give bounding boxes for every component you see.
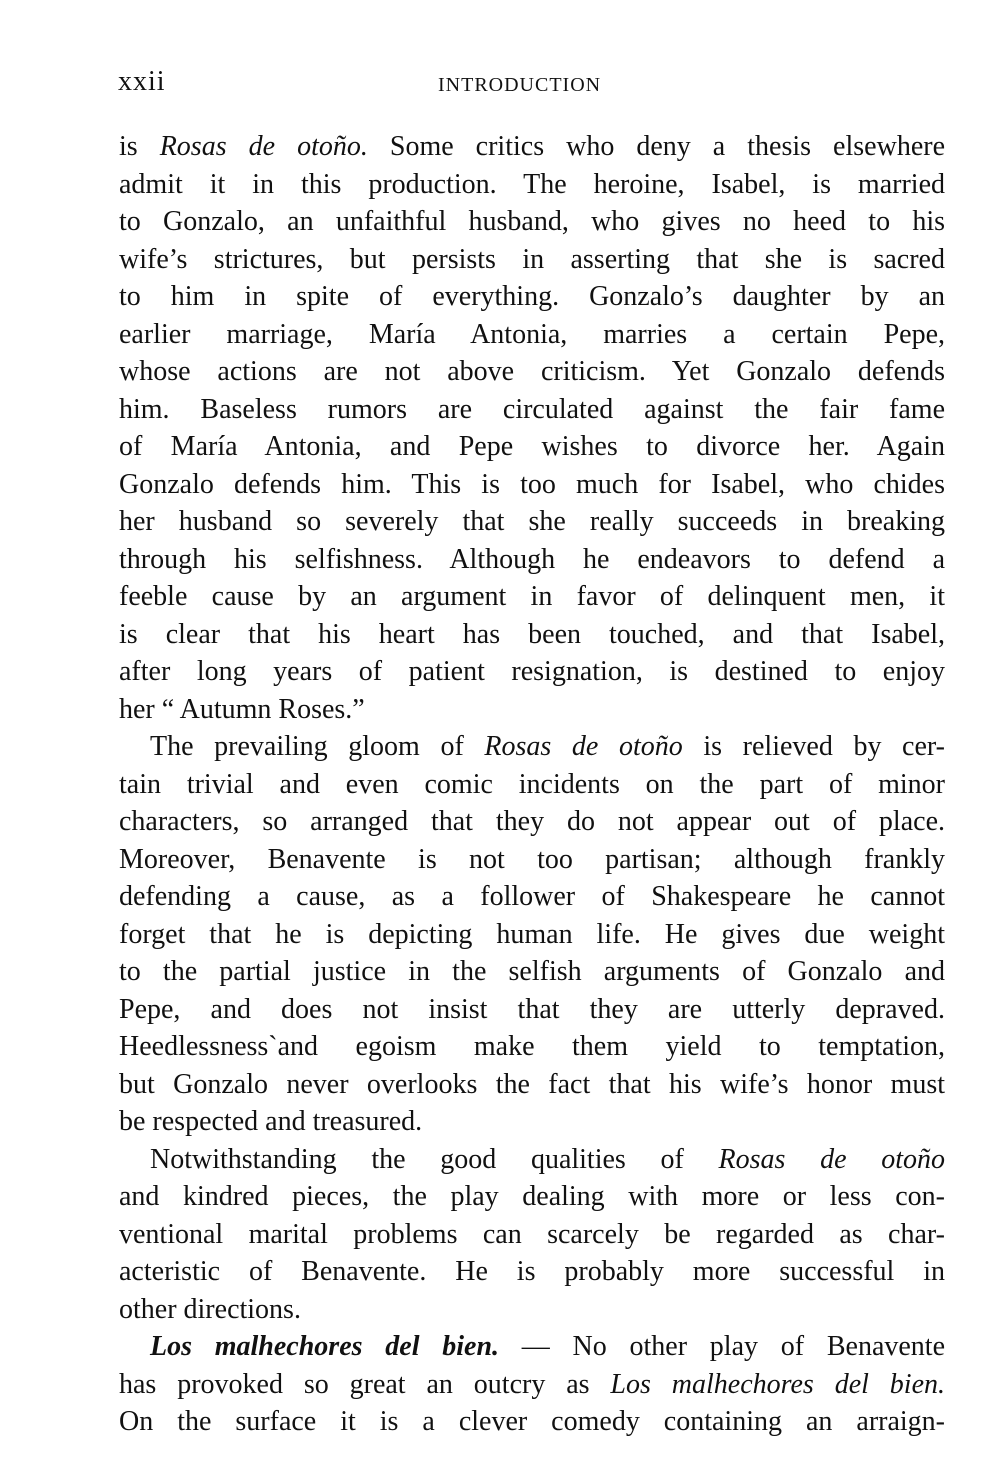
text-line: defending a cause, as a follower of Shakespeare he cannot xyxy=(119,881,945,912)
paragraph-prevailing-gloom xyxy=(119,728,945,1141)
text-line: Moreover, Benavente is not too partisan; although frankly xyxy=(119,843,945,875)
text-line: characters, so arranged that they do not appear out of place. xyxy=(119,806,945,837)
text-line: Notwithstanding the good qualities of Rosas de otoño xyxy=(150,1143,945,1175)
text-line: Pepe, and does not insist that they are utterly depraved. xyxy=(119,993,945,1025)
text-line: admit it in this production. The heroine, Isabel, is married xyxy=(119,168,945,200)
text-line: earlier marriage, María Antonia, marries a certain Pepe, xyxy=(119,318,945,350)
italic-title: Rosas de otoño xyxy=(484,731,683,762)
text-line: of María Antonia, and Pepe wishes to divorce her. Again xyxy=(119,431,945,462)
running-head: INTRODUCTION xyxy=(438,74,602,96)
text-line: to the partial justice in the selfish arguments of Gonzalo and xyxy=(119,956,945,987)
text-line: wife’s strictures, but persists in asserting that she is sacred xyxy=(119,243,945,275)
text-line: other directions. xyxy=(119,1293,301,1325)
text-line: ventional marital problems can scarcely be regarded as char- xyxy=(119,1218,945,1250)
text-line: The prevailing gloom of Rosas de otoño is relieved by cer- xyxy=(150,731,945,762)
text-line: acteristic of Benavente. He is probably more successful in xyxy=(119,1256,945,1287)
text-line: to him in spite of everything. Gonzalo’s daughter by an xyxy=(119,281,945,312)
text-line: On the surface it is a clever comedy containing an arraign- xyxy=(119,1406,945,1437)
text-line: feeble cause by an argument in favor of delinquent men, it xyxy=(119,581,945,612)
text-line: to Gonzalo, an unfaithful husband, who gives no heed to his xyxy=(119,206,945,237)
text-line: him. Baseless rumors are circulated against the fair fame xyxy=(119,393,945,425)
italic-title: Rosas de otoño. xyxy=(159,131,368,162)
text-line: her “ Autumn Roses.” xyxy=(119,693,365,725)
text-line: after long years of patient resignation, is destined to enjoy xyxy=(119,656,945,687)
text-line: Gonzalo defends him. This is too much for Isabel, who chides xyxy=(119,468,945,500)
page-number: xxii xyxy=(118,66,166,97)
text-line: through his selfishness. Although he endeavors to defend a xyxy=(119,543,945,575)
paragraph-los-malhechores xyxy=(119,1328,945,1441)
italic-title: Los malhechores del bien. xyxy=(610,1368,945,1400)
text-line: Los malhechores del bien. — No other play of Benavente xyxy=(150,1331,946,1362)
text-line: forget that he is depicting human life. He gives due weight xyxy=(119,918,945,950)
text-line: whose actions are not above criticism. Yet Gonzalo defends xyxy=(119,356,945,387)
text-line: tain trivial and even comic incidents on the part of minor xyxy=(119,768,945,800)
text-line: but Gonzalo never overlooks the fact that his wife’s honor must xyxy=(119,1068,945,1100)
body-text xyxy=(119,128,945,1441)
text-line: is clear that his heart has been touched, and that Isabel, xyxy=(119,618,945,650)
text-line: her husband so severely that she really succeeds in breaking xyxy=(119,506,945,537)
paragraph-notwithstanding xyxy=(119,1141,945,1329)
text-line: be respected and treasured. xyxy=(119,1106,423,1137)
page-header xyxy=(118,66,948,106)
text-line: and kindred pieces, the play dealing with more or less con- xyxy=(119,1181,945,1212)
italic-title: Rosas de otoño xyxy=(718,1143,945,1175)
section-heading-title: Los malhechores del bien. xyxy=(150,1331,500,1362)
text-line: Heedlessness`and egoism make them yield to temptation, xyxy=(119,1031,945,1062)
text-line: has provoked so great an outcry as Los malhechores del bien. xyxy=(119,1368,945,1400)
paragraph-rosas-summary xyxy=(119,128,945,728)
text-line: is Rosas de otoño. Some critics who deny a thesis elsewhere xyxy=(119,131,945,162)
